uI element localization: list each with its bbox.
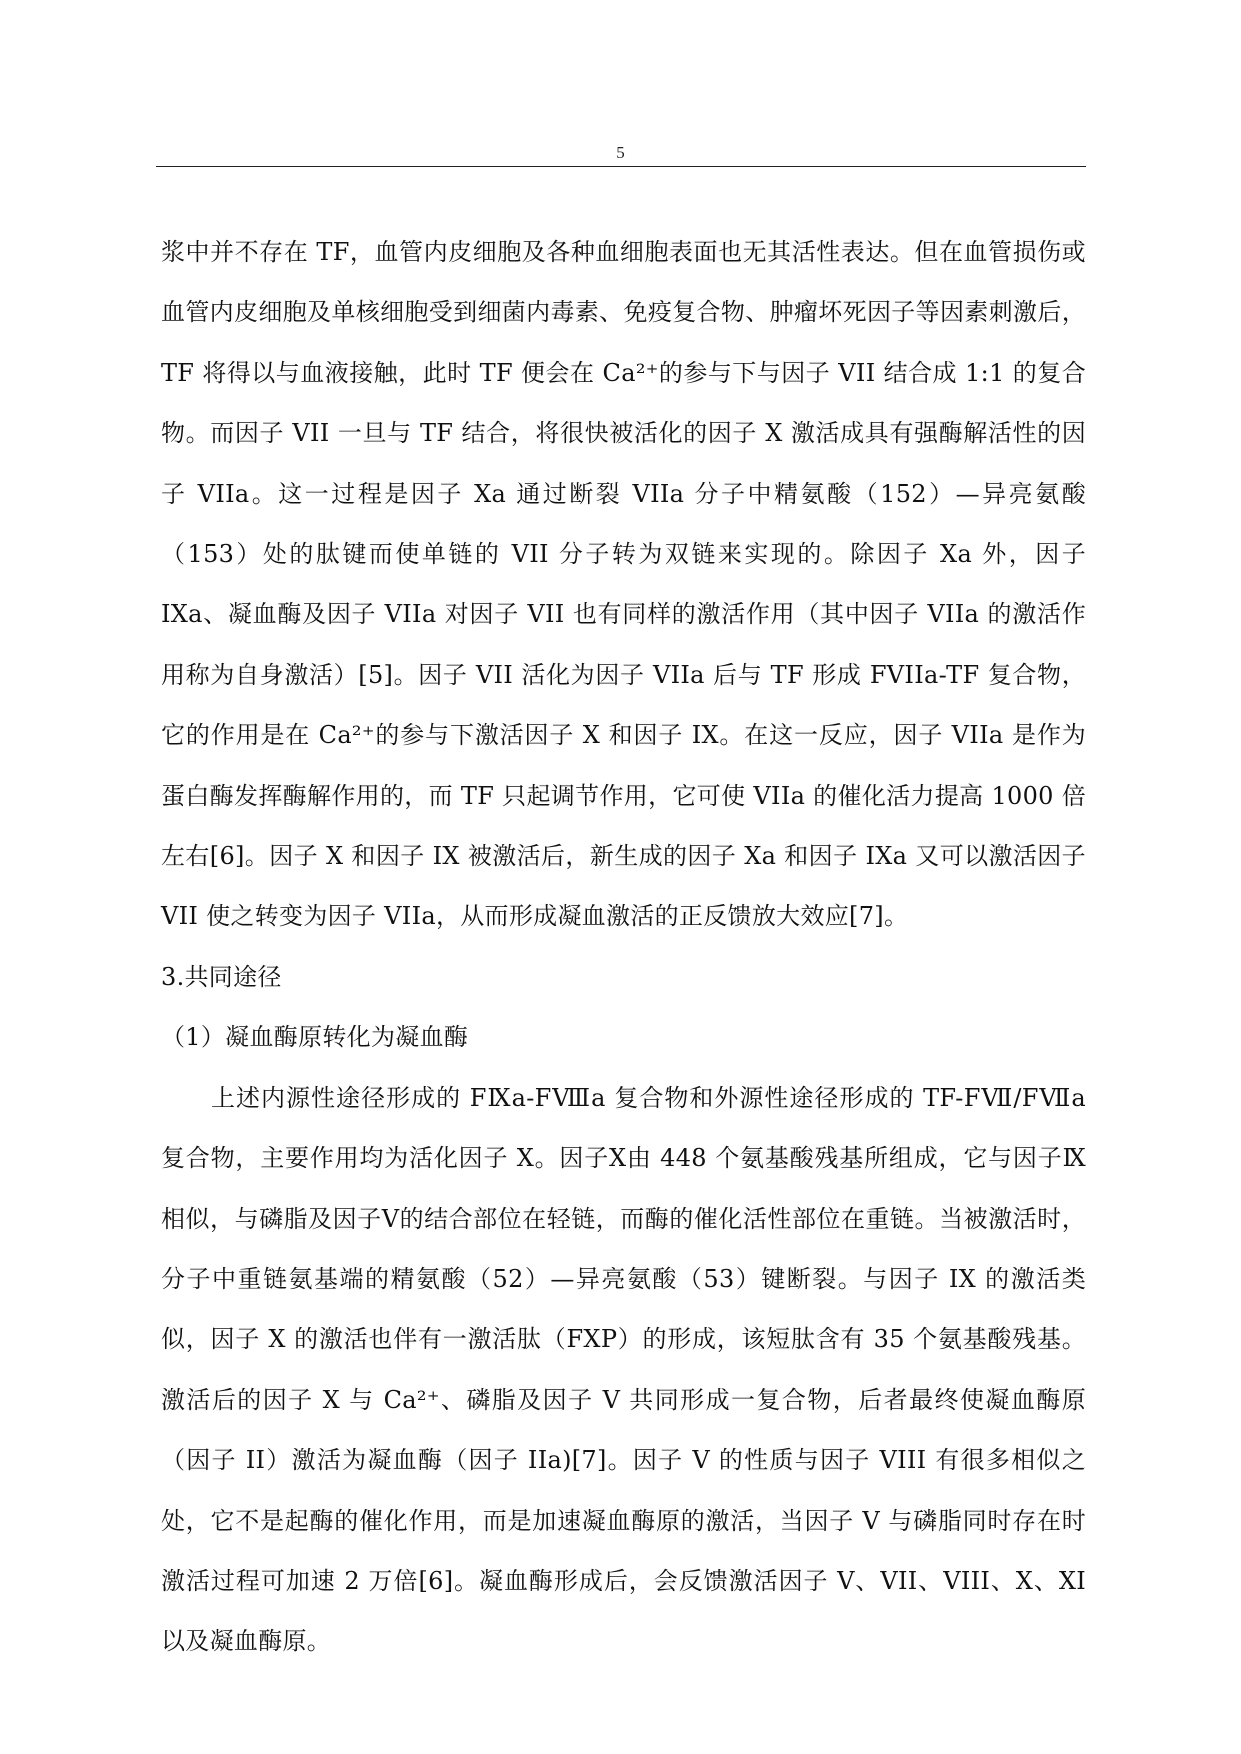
section-heading: 3.共同途径 [161, 962, 282, 991]
paragraph: 浆中并不存在 TF，血管内皮细胞及各种血细胞表面也无其活性表达。但在血管损伤或血管内皮细胞及单核细胞受到细菌内毒素、免疫复合物、肿瘤坏死因子等因素刺激后，TF 将得以与血液接触，此时 TF 便会在 Ca²⁺的参与下与因子 VII 结合成 1:1 的复合物。而因子 VII 一旦与 TF 结合，将很快被活化的因子 X 激活成具有强酶解活性的因子 VIIa。这一过程是因子 Xa 通过断裂 VIIa 分子中精氨酸（152）—异亮氨酸（153）处的肽键而使单链的 VII 分子转为双链来实现的。除因子 Xa 外，因子 IXa、凝血酶及因子 VIIa 对因子 VII 也有同样的激活作用（其中因子 VIIa 的激活作用称为自身激活）[5]。因子 VII 活化为因子 VIIa 后与 TF 形成 FVIIa-TF 复合物，它的作用是在 Ca²⁺的参与下激活因子 X 和因子 IX。在这一反应，因子 VIIa 是作为蛋白酶发挥酶解作用的，而 TF 只起调节作用，它可使 VIIa 的催化活力提高 1000 倍左右[6]。因子 X 和因子 IX 被激活后，新生成的因子 Xa 和因子 IXa 又可以激活因子 VII 使之转变为因子 VIIa，从而形成凝血激活的正反馈放大效应[7]。 [161, 238, 1086, 931]
header-rule [156, 166, 1086, 167]
page-number: 5 [616, 143, 625, 162]
paragraph: 上述内源性途径形成的 FⅨa-FⅧa 复合物和外源性途径形成的 TF-FⅦ/FⅦa 复合物，主要作用均为活化因子 X。因子Ⅹ由 448 个氨基酸残基所组成，它与因子Ⅸ相似，与磷脂及因子Ⅴ的结合部位在轻链，而酶的催化活性部位在重链。当被激活时，分子中重链氨基端的精氨酸（52）—异亮氨酸（53）键断裂。与因子 IX 的激活类似，因子 X 的激活也伴有一激活肽（FXP）的形成，该短肽含有 35 个氨基酸残基。激活后的因子 X 与 Ca²⁺、磷脂及因子 V 共同形成一复合物，后者最终使凝血酶原 （因子 II）激活为凝血酶（因子 IIa)[7]。因子 V 的性质与因子 VIII 有很多相似之处，它不是起酶的催化作用，而是加速凝血酶原的激活，当因子 V 与磷脂同时存在时激活过程可加速 2 万倍[6]。凝血酶形成后，会反馈激活因子 V、VII、VIII、X、XI 以及凝血酶原。 [161, 1083, 1086, 1656]
subsection-heading: （1）凝血酶原转化为凝血酶 [161, 1023, 469, 1052]
body-text [161, 222, 1086, 1672]
